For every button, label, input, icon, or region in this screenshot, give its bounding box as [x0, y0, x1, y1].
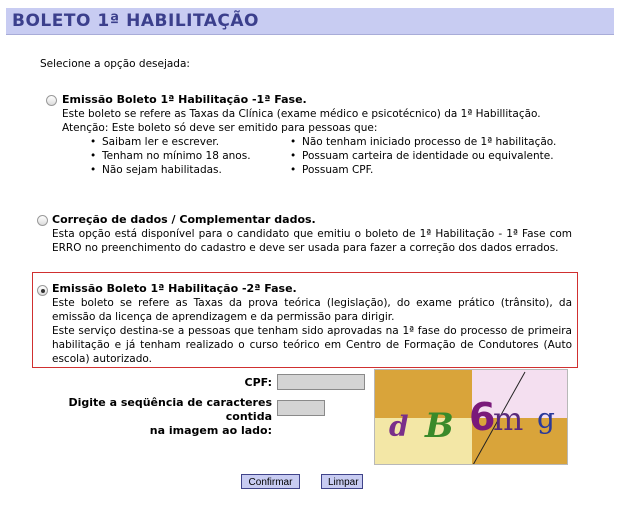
list-item: • Não sejam habilitadas. — [90, 163, 251, 177]
captcha-image — [374, 369, 568, 465]
captcha-graphic — [375, 370, 568, 465]
option-3-service-info: Este serviço destina-se a pessoas que tenham sido aprovadas na 1ª fase do processo de primeira habilitação e já tenham realizado o curso teórico em Centro de Formação de Condutores (Auto escola) autorizado. — [52, 325, 572, 365]
captcha-label-line2: na imagem ao lado: — [149, 424, 272, 437]
confirm-button[interactable]: Confirmar — [241, 474, 300, 489]
option-3-description — [52, 296, 572, 366]
clear-button[interactable]: Limpar — [321, 474, 363, 489]
list-item: • Possuam CPF. — [290, 163, 556, 177]
page-title: BOLETO 1ª HABILITAÇÃO — [12, 11, 259, 31]
option-1-requirements-left — [90, 135, 251, 177]
cpf-label: CPF: — [244, 376, 272, 389]
option-2-description: Esta opção está disponível para o candidato que emitiu o boleto de 1ª Habilitação - 1ª Fase com ERRO no preenchimento do cadastro e deve ser usada para fazer a correção dos dados errados. — [52, 228, 572, 254]
cpf-input[interactable] — [277, 374, 365, 390]
option-1-requirements-right — [290, 135, 556, 177]
option-2-title[interactable]: Correção de dados / Complementar dados. — [52, 213, 316, 226]
option-3-desc-line: Este boleto se refere as Taxas da prova teórica (legislação), do exame prático (trânsito), da emissão da licença de aprendizagem e da permissão para dirigir. — [52, 297, 572, 323]
captcha-input[interactable] — [277, 400, 325, 416]
option-2-radio[interactable] — [37, 215, 48, 226]
captcha-label-line1: Digite a seqüência de caracteres contida — [68, 396, 272, 423]
option-1-title[interactable]: Emissão Boleto 1ª Habilitação -1ª Fase. — [62, 93, 307, 106]
option-1-radio[interactable] — [46, 95, 57, 106]
captcha-char: d — [389, 410, 409, 443]
captcha-char: B — [425, 406, 454, 446]
option-1-description — [62, 107, 582, 135]
list-item: • Não tenham iniciado processo de 1ª habilitação. — [290, 135, 556, 149]
list-item: • Saibam ler e escrever. — [90, 135, 251, 149]
option-3-title[interactable]: Emissão Boleto 1ª Habilitação -2ª Fase. — [52, 282, 297, 295]
captcha-char: 6 — [469, 395, 496, 439]
captcha-char: g — [537, 402, 555, 435]
captcha-char: m — [493, 400, 524, 438]
option-1-attention: Atenção: Este boleto só deve ser emitido para pessoas que: — [62, 122, 378, 134]
list-item: • Tenham no mínimo 18 anos. — [90, 149, 251, 163]
list-item: • Possuam carteira de identidade ou equivalente. — [290, 149, 556, 163]
option-3-radio[interactable] — [37, 285, 48, 296]
option-1-desc-line: Este boleto se refere as Taxas da Clínica (exame médico e psicotécnico) da 1ª Habillitação. — [62, 108, 541, 120]
page-title-bar — [6, 8, 614, 35]
selection-prompt: Selecione a opção desejada: — [40, 58, 190, 70]
captcha-label — [20, 396, 272, 438]
